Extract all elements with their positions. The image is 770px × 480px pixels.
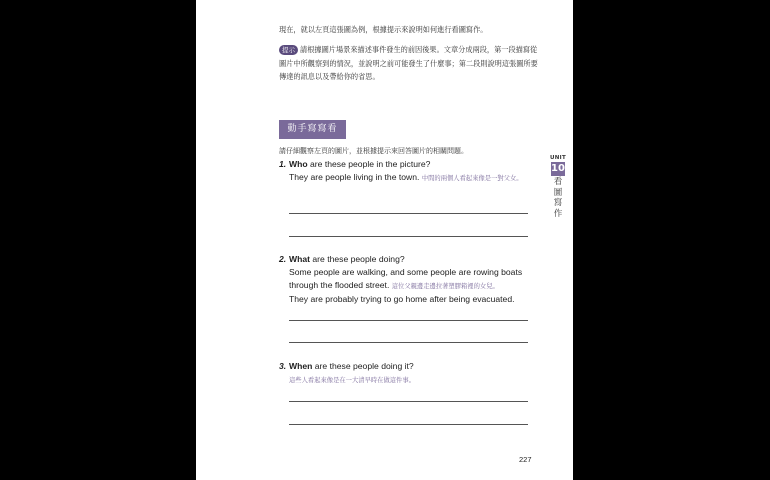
answer-line[interactable] — [289, 236, 528, 237]
question-keyword: What — [289, 254, 311, 264]
book-page — [196, 0, 573, 480]
hint-paragraph — [279, 43, 539, 84]
unit-side-tab — [549, 155, 567, 219]
answer-line[interactable] — [289, 401, 528, 402]
question-keyword: When — [289, 361, 313, 371]
answer-line[interactable] — [289, 320, 528, 321]
question-text: are these people in the picture? — [307, 159, 431, 169]
question-1 — [279, 158, 539, 186]
question-3-prompt — [279, 360, 539, 373]
unit-label: UNIT — [549, 155, 567, 161]
question-3 — [279, 360, 539, 388]
question-2 — [279, 253, 539, 306]
question-2-answer — [279, 266, 539, 294]
answer-text: Some people are walking, and some people are rowing boats through the flooded street. — [289, 266, 523, 290]
question-2-answer-continued: They are probably trying to go home after being evacuated. — [289, 294, 515, 305]
answer-chinese-note: 這位父親邊走邊拉著塑膠箱裡的女兒。 — [391, 282, 499, 290]
question-number: 1. — [279, 159, 287, 169]
question-3-answer — [279, 373, 539, 388]
section-banner: 動手寫寫看 — [279, 120, 346, 139]
answer-line[interactable] — [289, 213, 528, 214]
question-text: are these people doing? — [310, 254, 405, 264]
unit-title-char: 圖 — [553, 187, 563, 198]
hint-text: 請根據圖片場景來描述事件發生的前因後果。文章分成兩段，第一段描寫從圖片中所觀察到的情況，並說明之前可能發生了什麼事；第二段則說明這張圖所要傳達的訊息以及帶給你的省思。 — [279, 45, 538, 81]
intro-text: 現在，就以左頁這張圖為例，根據提示來說明如何進行看圖寫作。 — [279, 25, 488, 34]
unit-title-char: 看 — [553, 177, 563, 187]
answer-line[interactable] — [289, 342, 528, 343]
question-number: 3. — [279, 361, 287, 371]
question-1-prompt — [279, 158, 539, 171]
question-2-prompt — [279, 253, 539, 266]
question-keyword: Who — [289, 159, 308, 169]
unit-title-char: 寫 — [553, 198, 563, 208]
unit-title-char: 作 — [553, 208, 563, 219]
section-intro: 請仔細觀察左頁的圖片，並根據提示來回答圖片的相關問題。 — [279, 147, 468, 155]
answer-chinese-note: 中間的兩個人看起來像是一對父女。 — [421, 174, 523, 182]
question-number: 2. — [279, 254, 287, 264]
answer-line[interactable] — [289, 424, 528, 425]
answer-text: They are people living in the town. — [289, 171, 420, 182]
answer-chinese-note: 這些人看起來像是在一大清早時在做這件事。 — [289, 376, 415, 384]
question-1-answer — [279, 171, 539, 186]
page-number: 227 — [519, 455, 532, 464]
question-text: are these people doing it? — [312, 361, 414, 371]
hint-badge: 提示 — [279, 45, 298, 55]
unit-number: 10 — [551, 163, 565, 174]
